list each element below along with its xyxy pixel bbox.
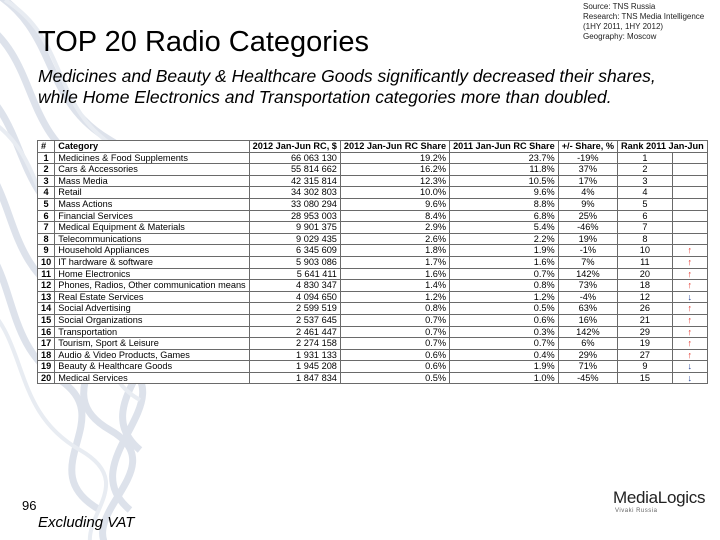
cell-rank: 4 [618, 187, 673, 199]
rank-change-arrow-icon: ↓ [672, 372, 707, 384]
cell-cat: Medical Services [55, 372, 249, 384]
column-header: # [38, 141, 55, 153]
cell-n: 15 [38, 314, 55, 326]
cell-rc: 4 830 347 [249, 280, 340, 292]
cell-cat: Social Advertising [55, 303, 249, 315]
table-row [38, 210, 708, 222]
cell-n: 3 [38, 175, 55, 187]
cell-s11: 11.8% [450, 164, 559, 176]
cell-rank: 15 [618, 372, 673, 384]
cell-cat: Social Organizations [55, 314, 249, 326]
rank-change-arrow-icon: ↓ [672, 291, 707, 303]
cell-rc: 66 063 130 [249, 152, 340, 164]
cell-n: 8 [38, 233, 55, 245]
cell-s12: 1.4% [340, 280, 449, 292]
cell-chg: 9% [558, 198, 617, 210]
cell-s12: 1.8% [340, 245, 449, 257]
cell-rc: 55 814 662 [249, 164, 340, 176]
cell-n: 19 [38, 361, 55, 373]
table-row [38, 338, 708, 350]
cell-chg: 4% [558, 187, 617, 199]
cell-rc: 2 274 158 [249, 338, 340, 350]
cell-s11: 8.8% [450, 198, 559, 210]
cell-n: 17 [38, 338, 55, 350]
cell-chg: 7% [558, 256, 617, 268]
cell-s12: 0.5% [340, 372, 449, 384]
cell-n: 7 [38, 222, 55, 234]
table-row [38, 372, 708, 384]
cell-rc: 34 302 803 [249, 187, 340, 199]
cell-cat: Audio & Video Products, Games [55, 349, 249, 361]
footnote: Excluding VAT [38, 514, 135, 531]
cell-rc: 1 847 834 [249, 372, 340, 384]
cell-cat: Mass Actions [55, 198, 249, 210]
cell-chg: 142% [558, 326, 617, 338]
cell-chg: 29% [558, 349, 617, 361]
cell-chg: 142% [558, 268, 617, 280]
cell-n: 6 [38, 210, 55, 222]
cell-rank: 7 [618, 222, 673, 234]
cell-cat: Retail [55, 187, 249, 199]
cell-cat: Medicines & Food Supplements [55, 152, 249, 164]
cell-rc: 9 901 375 [249, 222, 340, 234]
cell-s11: 0.5% [450, 303, 559, 315]
table-row [38, 198, 708, 210]
cell-cat: Cars & Accessories [55, 164, 249, 176]
source-line: Research: TNS Media Intelligence [583, 12, 705, 21]
cell-cat: Telecommunications [55, 233, 249, 245]
cell-s11: 0.7% [450, 338, 559, 350]
cell-s12: 2.9% [340, 222, 449, 234]
rank-change-arrow-icon [672, 152, 707, 164]
cell-rc: 1 931 133 [249, 349, 340, 361]
cell-rc: 5 903 086 [249, 256, 340, 268]
cell-s11: 0.4% [450, 349, 559, 361]
source-line: (1HY 2011, 1HY 2012) [583, 22, 664, 31]
rank-change-arrow-icon [672, 233, 707, 245]
column-header: 2012 Jan-Jun RC, $ [249, 141, 340, 153]
cell-rank: 1 [618, 152, 673, 164]
cell-rank: 21 [618, 314, 673, 326]
cell-s11: 1.2% [450, 291, 559, 303]
table-header-row [38, 141, 708, 153]
cell-chg: -45% [558, 372, 617, 384]
cell-n: 13 [38, 291, 55, 303]
cell-s11: 0.6% [450, 314, 559, 326]
rank-change-arrow-icon: ↑ [672, 326, 707, 338]
cell-s11: 1.6% [450, 256, 559, 268]
rank-change-arrow-icon: ↑ [672, 314, 707, 326]
cell-rc: 6 345 609 [249, 245, 340, 257]
cell-rank: 27 [618, 349, 673, 361]
table-row [38, 326, 708, 338]
table-row [38, 164, 708, 176]
cell-s12: 1.6% [340, 268, 449, 280]
cell-cat: Medical Equipment & Materials [55, 222, 249, 234]
cell-s11: 5.4% [450, 222, 559, 234]
radio-categories-table [37, 140, 708, 384]
cell-s11: 0.3% [450, 326, 559, 338]
source-info [583, 2, 704, 42]
cell-s12: 1.7% [340, 256, 449, 268]
table-row [38, 291, 708, 303]
cell-s11: 6.8% [450, 210, 559, 222]
cell-s12: 0.8% [340, 303, 449, 315]
cell-s11: 10.5% [450, 175, 559, 187]
cell-s12: 0.7% [340, 326, 449, 338]
cell-s11: 0.8% [450, 280, 559, 292]
cell-s12: 0.7% [340, 314, 449, 326]
cell-chg: -4% [558, 291, 617, 303]
cell-s11: 23.7% [450, 152, 559, 164]
cell-n: 2 [38, 164, 55, 176]
cell-s12: 1.2% [340, 291, 449, 303]
table-row [38, 222, 708, 234]
cell-chg: 25% [558, 210, 617, 222]
table-row [38, 280, 708, 292]
cell-rc: 2 461 447 [249, 326, 340, 338]
cell-n: 12 [38, 280, 55, 292]
rank-change-arrow-icon: ↑ [672, 280, 707, 292]
cell-n: 4 [38, 187, 55, 199]
cell-rc: 42 315 814 [249, 175, 340, 187]
cell-s12: 10.0% [340, 187, 449, 199]
table-row [38, 314, 708, 326]
cell-chg: -1% [558, 245, 617, 257]
source-line: Source: TNS Russia [583, 2, 656, 11]
rank-change-arrow-icon [672, 175, 707, 187]
rank-change-arrow-icon: ↑ [672, 338, 707, 350]
rank-change-arrow-icon [672, 210, 707, 222]
cell-rc: 33 080 294 [249, 198, 340, 210]
cell-s12: 0.7% [340, 338, 449, 350]
cell-rank: 6 [618, 210, 673, 222]
column-header: Category [55, 141, 249, 153]
cell-chg: -46% [558, 222, 617, 234]
cell-n: 1 [38, 152, 55, 164]
cell-n: 11 [38, 268, 55, 280]
cell-s11: 1.9% [450, 361, 559, 373]
cell-n: 18 [38, 349, 55, 361]
cell-rank: 29 [618, 326, 673, 338]
rank-change-arrow-icon: ↑ [672, 303, 707, 315]
logo-subtitle: Vivaki Russia [615, 508, 658, 514]
cell-rc: 9 029 435 [249, 233, 340, 245]
cell-chg: 16% [558, 314, 617, 326]
cell-cat: Transportation [55, 326, 249, 338]
cell-rank: 10 [618, 245, 673, 257]
cell-chg: 17% [558, 175, 617, 187]
rank-change-arrow-icon [672, 187, 707, 199]
rank-change-arrow-icon: ↑ [672, 349, 707, 361]
cell-s12: 12.3% [340, 175, 449, 187]
rank-change-arrow-icon: ↑ [672, 245, 707, 257]
cell-s12: 8.4% [340, 210, 449, 222]
cell-s12: 19.2% [340, 152, 449, 164]
subtitle: Medicines and Beauty & Healthcare Goods significantly decreased their shares, while Home Electronics and Transportation categories more than doubled. [38, 66, 656, 107]
cell-s12: 0.6% [340, 349, 449, 361]
table-row [38, 187, 708, 199]
column-header: +/- Share, % [558, 141, 617, 153]
cell-n: 20 [38, 372, 55, 384]
cell-chg: 37% [558, 164, 617, 176]
cell-s12: 0.6% [340, 361, 449, 373]
cell-rank: 3 [618, 175, 673, 187]
cell-rc: 4 094 650 [249, 291, 340, 303]
cell-cat: IT hardware & software [55, 256, 249, 268]
rank-change-arrow-icon: ↑ [672, 256, 707, 268]
column-header: 2011 Jan-Jun RC Share [450, 141, 559, 153]
cell-rc: 2 537 645 [249, 314, 340, 326]
rank-change-arrow-icon: ↓ [672, 361, 707, 373]
cell-cat: Household Appliances [55, 245, 249, 257]
cell-cat: Phones, Radios, Other communication means [55, 280, 249, 292]
cell-cat: Real Estate Services [55, 291, 249, 303]
cell-s11: 9.6% [450, 187, 559, 199]
cell-rc: 5 641 411 [249, 268, 340, 280]
cell-chg: 6% [558, 338, 617, 350]
cell-s11: 0.7% [450, 268, 559, 280]
table-row [38, 175, 708, 187]
rank-change-arrow-icon: ↑ [672, 268, 707, 280]
cell-rank: 5 [618, 198, 673, 210]
cell-s12: 9.6% [340, 198, 449, 210]
cell-rank: 18 [618, 280, 673, 292]
cell-rc: 2 599 519 [249, 303, 340, 315]
cell-rank: 8 [618, 233, 673, 245]
cell-s11: 1.9% [450, 245, 559, 257]
cell-s11: 2.2% [450, 233, 559, 245]
source-line: Geography: Moscow [583, 32, 657, 41]
cell-rank: 2 [618, 164, 673, 176]
rank-change-arrow-icon [672, 164, 707, 176]
column-header: 2012 Jan-Jun RC Share [340, 141, 449, 153]
cell-cat: Tourism, Sport & Leisure [55, 338, 249, 350]
table-row [38, 303, 708, 315]
medialogics-logo: MediaLogics [613, 488, 706, 507]
rank-change-arrow-icon [672, 222, 707, 234]
cell-rank: 26 [618, 303, 673, 315]
table-row [38, 349, 708, 361]
cell-cat: Mass Media [55, 175, 249, 187]
table-row [38, 152, 708, 164]
cell-n: 10 [38, 256, 55, 268]
cell-rank: 12 [618, 291, 673, 303]
table-row [38, 268, 708, 280]
cell-rank: 20 [618, 268, 673, 280]
table-row [38, 256, 708, 268]
page-number: 96 [22, 498, 37, 513]
cell-rank: 9 [618, 361, 673, 373]
cell-rc: 1 945 208 [249, 361, 340, 373]
cell-s12: 2.6% [340, 233, 449, 245]
cell-n: 5 [38, 198, 55, 210]
cell-s12: 16.2% [340, 164, 449, 176]
cell-n: 9 [38, 245, 55, 257]
cell-chg: -19% [558, 152, 617, 164]
table-row [38, 233, 708, 245]
rank-change-arrow-icon [672, 198, 707, 210]
cell-cat: Financial Services [55, 210, 249, 222]
cell-cat: Beauty & Healthcare Goods [55, 361, 249, 373]
page-title: TOP 20 Radio Categories [38, 26, 370, 58]
cell-n: 16 [38, 326, 55, 338]
cell-chg: 73% [558, 280, 617, 292]
cell-rank: 19 [618, 338, 673, 350]
cell-cat: Home Electronics [55, 268, 249, 280]
cell-chg: 19% [558, 233, 617, 245]
table-row [38, 245, 708, 257]
cell-chg: 63% [558, 303, 617, 315]
cell-rc: 28 953 003 [249, 210, 340, 222]
table-row [38, 361, 708, 373]
cell-n: 14 [38, 303, 55, 315]
cell-chg: 71% [558, 361, 617, 373]
cell-s11: 1.0% [450, 372, 559, 384]
column-header: Rank 2011 Jan-Jun [618, 141, 708, 153]
cell-rank: 11 [618, 256, 673, 268]
